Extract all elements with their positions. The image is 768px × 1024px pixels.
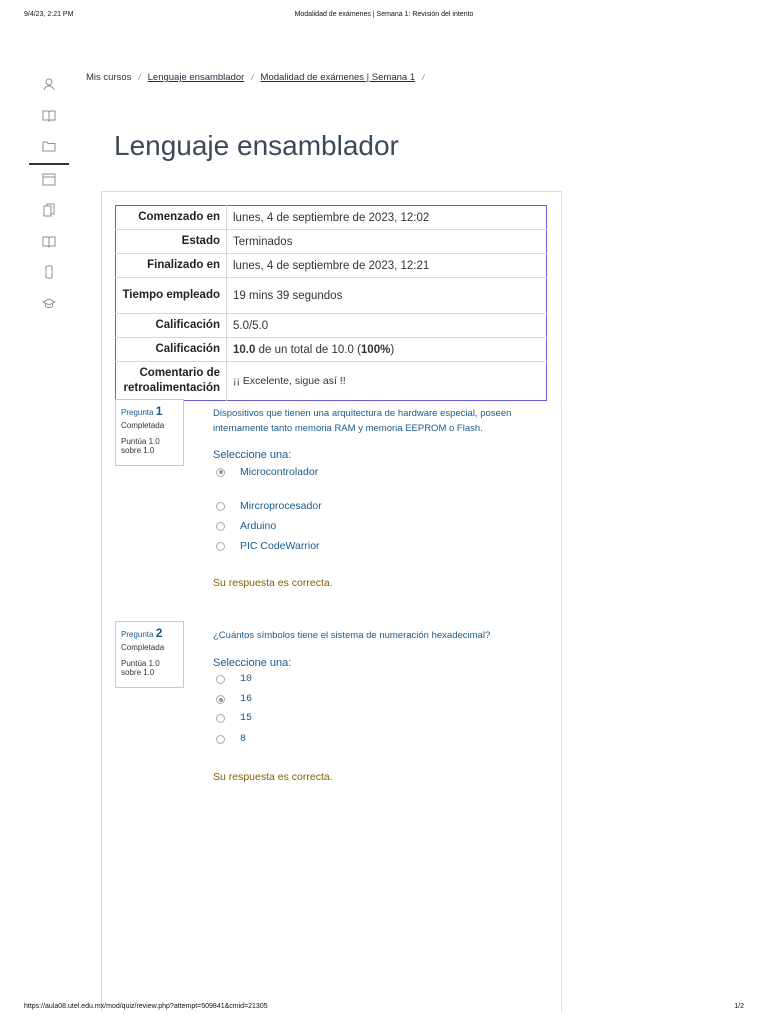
question-prompt: Seleccione una: bbox=[213, 449, 292, 461]
breadcrumb bbox=[86, 72, 431, 83]
row-label: Tiempo empleado bbox=[116, 278, 227, 314]
option-label: 8 bbox=[240, 734, 247, 745]
graduation-cap-icon bbox=[42, 296, 56, 313]
sidebar-item-calendar[interactable] bbox=[29, 165, 69, 196]
question-score-line1: Puntúa 1.0 bbox=[121, 437, 160, 446]
answer-option[interactable] bbox=[216, 713, 252, 724]
breadcrumb-separator: / bbox=[422, 73, 425, 82]
question-label: Pregunta bbox=[121, 408, 154, 417]
radio-button[interactable] bbox=[216, 542, 225, 551]
row-label: Calificación bbox=[116, 338, 227, 362]
question-info bbox=[115, 621, 184, 688]
row-label: Estado bbox=[116, 230, 227, 254]
radio-button[interactable] bbox=[216, 714, 225, 723]
phone-icon bbox=[42, 265, 56, 282]
radio-button[interactable] bbox=[216, 522, 225, 531]
sidebar-item-participants[interactable] bbox=[29, 70, 69, 101]
row-label: Finalizado en bbox=[116, 254, 227, 278]
question-status: Completada bbox=[121, 643, 165, 652]
question-score-line1: Puntúa 1.0 bbox=[121, 659, 160, 668]
sidebar-item-education[interactable] bbox=[29, 289, 69, 320]
folder-icon bbox=[42, 139, 56, 156]
answer-option[interactable] bbox=[216, 500, 322, 512]
table-row bbox=[116, 206, 547, 230]
print-date: 9/4/23, 2:21 PM bbox=[24, 11, 74, 18]
option-label: 10 bbox=[240, 674, 253, 685]
question-feedback: Su respuesta es correcta. bbox=[213, 771, 333, 783]
book-icon bbox=[42, 108, 56, 125]
table-row bbox=[116, 278, 547, 314]
question-status: Completada bbox=[121, 421, 165, 430]
option-label: Mircroprocesador bbox=[240, 500, 322, 512]
breadcrumb-quiz-link[interactable]: Modalidad de exámenes | Semana 1 bbox=[260, 72, 416, 83]
table-row bbox=[116, 230, 547, 254]
grade-value: 10.0 bbox=[233, 343, 256, 356]
question-score-line2: sobre 1.0 bbox=[121, 668, 155, 677]
question-info bbox=[115, 399, 184, 466]
breadcrumb-separator: / bbox=[251, 73, 254, 82]
question-text: Dispositivos que tienen una arquitectura de hardware especial, poseen internamente tanto memoria RAM y memoria EEPROM o Flash. bbox=[213, 408, 512, 434]
breadcrumb-separator: / bbox=[138, 73, 141, 82]
answer-option[interactable] bbox=[216, 734, 246, 745]
book-open-icon bbox=[42, 234, 56, 251]
table-row bbox=[116, 314, 547, 338]
option-label: Microcontrolador bbox=[240, 466, 319, 478]
question-score-line2: sobre 1.0 bbox=[121, 446, 155, 455]
print-url: https://aula08.utel.edu.mx/mod/quiz/review.php?attempt=509841&cmid=21305 bbox=[24, 1003, 268, 1010]
option-label: PIC CodeWarrior bbox=[240, 540, 320, 552]
row-value: ¡¡ Excelente, sigue así !! bbox=[227, 362, 547, 401]
row-value bbox=[227, 338, 547, 362]
row-label: Calificación bbox=[116, 314, 227, 338]
question-text: ¿Cuántos símbolos tiene el sistema de numeración hexadecimal? bbox=[213, 630, 491, 641]
sidebar-item-files[interactable] bbox=[29, 196, 69, 227]
sidebar bbox=[29, 70, 69, 320]
option-label: 15 bbox=[240, 713, 253, 724]
grade-close: ) bbox=[390, 343, 395, 356]
grade-total-text: de un total de 10.0 ( bbox=[258, 343, 361, 356]
radio-button[interactable] bbox=[216, 675, 225, 684]
sidebar-item-course[interactable] bbox=[29, 132, 69, 165]
breadcrumb-my-courses[interactable]: Mis cursos bbox=[86, 72, 132, 83]
row-value: lunes, 4 de septiembre de 2023, 12:02 bbox=[233, 211, 430, 224]
answer-option[interactable] bbox=[216, 520, 276, 532]
row-value: lunes, 4 de septiembre de 2023, 12:21 bbox=[227, 254, 547, 278]
question-number: 1 bbox=[155, 404, 163, 418]
sidebar-item-mobile[interactable] bbox=[29, 258, 69, 289]
row-value: 5.0/5.0 bbox=[227, 314, 547, 338]
option-label: Arduino bbox=[240, 520, 277, 532]
answer-option[interactable] bbox=[216, 540, 320, 552]
question-label: Pregunta bbox=[121, 630, 154, 639]
radio-button[interactable] bbox=[216, 468, 225, 477]
question-prompt: Seleccione una: bbox=[213, 657, 292, 669]
table-row bbox=[116, 254, 547, 278]
copy-icon bbox=[42, 203, 56, 220]
attempt-summary-table bbox=[115, 205, 547, 401]
question-feedback: Su respuesta es correcta. bbox=[213, 577, 333, 589]
radio-button[interactable] bbox=[216, 502, 225, 511]
answer-option[interactable] bbox=[216, 466, 318, 478]
table-row bbox=[116, 362, 547, 401]
grade-percent: 100% bbox=[360, 343, 391, 356]
print-page-number: 1/2 bbox=[734, 1003, 744, 1010]
answer-option[interactable] bbox=[216, 674, 252, 685]
table-row bbox=[116, 338, 547, 362]
calendar-icon bbox=[42, 172, 56, 189]
answer-option[interactable] bbox=[216, 694, 252, 705]
sidebar-item-grades[interactable] bbox=[29, 101, 69, 132]
radio-button[interactable] bbox=[216, 695, 225, 704]
page-title: Lenguaje ensamblador bbox=[114, 130, 399, 161]
question-number: 2 bbox=[155, 626, 163, 640]
breadcrumb-course-link[interactable]: Lenguaje ensamblador bbox=[147, 72, 245, 83]
sidebar-item-library[interactable] bbox=[29, 227, 69, 258]
row-label: Comentario de retroalimentación bbox=[116, 362, 227, 401]
row-value: 19 mins 39 segundos bbox=[227, 278, 547, 314]
user-icon bbox=[42, 77, 56, 94]
row-value: Terminados bbox=[227, 230, 547, 254]
radio-button[interactable] bbox=[216, 735, 225, 744]
row-label: Comenzado en bbox=[116, 206, 227, 230]
option-label: 16 bbox=[240, 694, 253, 705]
print-title: Modalidad de exámenes | Semana 1: Revisión del intento bbox=[294, 11, 474, 18]
